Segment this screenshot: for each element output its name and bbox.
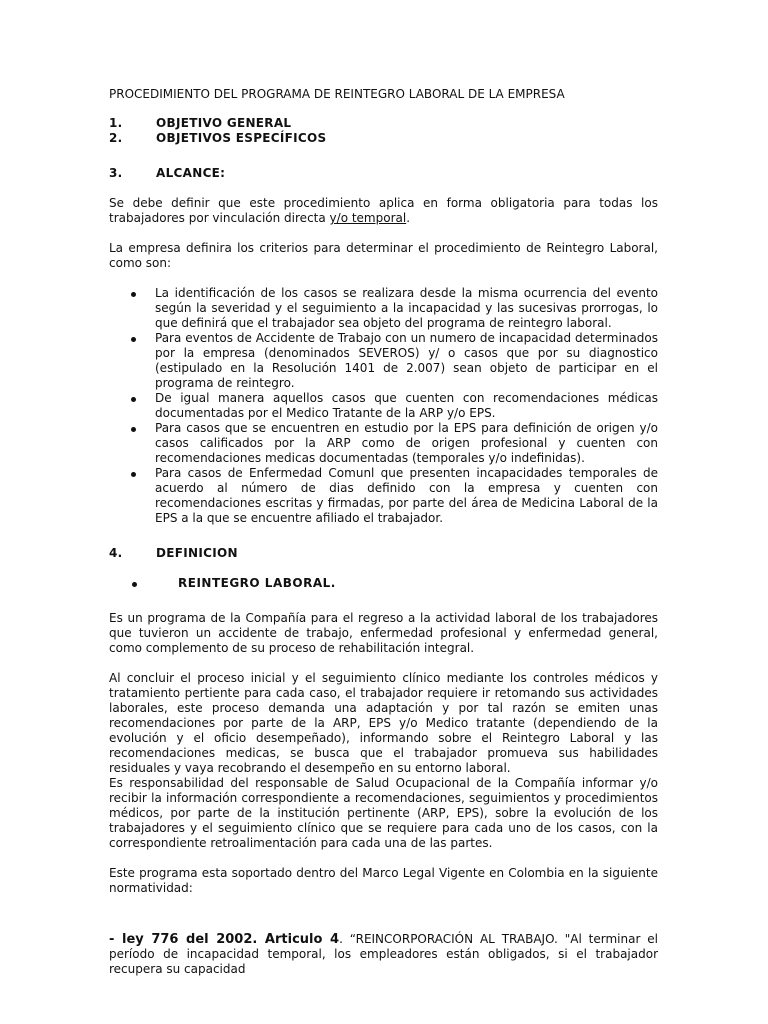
definicion-heading [109, 546, 658, 561]
heading-number: 3. [109, 166, 123, 180]
heading-label: OBJETIVO GENERAL [156, 116, 292, 130]
paragraph-text: . [406, 211, 411, 225]
heading-number: 1. [109, 116, 123, 130]
list-item: Para casos que se encuentren en estudio por la EPS para definición de origen y/o casos calificados por la ARP como de origen profesional y cuenten con recomendaciones medicas documentadas (temporales y/o indefinidas). [109, 421, 658, 466]
ley-reference: - ley 776 del 2002. Articulo 4 [109, 932, 340, 947]
objective-general-heading [109, 116, 658, 131]
heading-label: OBJETIVOS ESPECÍFICOS [156, 131, 327, 145]
criteria-list [109, 286, 658, 526]
objective-specific-heading [109, 131, 658, 146]
heading-number: 4. [109, 546, 123, 560]
alcance-paragraph-1 [109, 196, 658, 226]
definicion-paragraph-2: Al concluir el proceso inicial y el seguimiento clínico mediante los controles médicos y tratamiento pertiente para cada caso, el trabajador requiere ir retomando sus actividades laborales, este proceso demanda una adaptación y por tal razón se emiten unas recomendaciones por parte de la ARP, EPS y/o Medico tratante (dependiendo de la evolución y el oficio desempeñado), informando sobre el Reintegro Laboral y las recomendaciones medicas, se busca que el trabajador promueva sus habilidades residuales y vaya recobrando el desempeño en su entorno laboral. [109, 671, 658, 775]
definicion-paragraph-3: Es responsabilidad del responsable de Salud Ocupacional de la Compañía informar y/o recibir la información correspondiente a recomendaciones, seguimientos y procedimientos médicos, por parte de la institución pertinente (ARP, EPS), sobre la evolución de los trabajadores y el seguimiento clínico que se requiere para cada uno de los casos, con la correspondiente retroalimentación para cada una de las partes. [109, 776, 658, 850]
list-item: Para eventos de Accidente de Trabajo con un numero de incapacidad determinados por la empresa (denominados SEVEROS) y/ o casos que por su diagnostico (estipulado en la Resolución 1401 de 2.007) sean objeto de participar en el programa de reintegro. [109, 331, 658, 391]
ley-text: . “REINCORPORACIÓN AL TRABAJO. "Al terminar el período de incapacidad temporal, los empleadores están obligados, si el trabajador recupera su capacidad [109, 932, 659, 976]
bullet-icon [131, 292, 136, 297]
ley-paragraph [109, 932, 658, 977]
heading-label: DEFINICION [156, 546, 238, 560]
list-item: La identificación de los casos se realizara desde la misma ocurrencia del evento según la severidad y el seguimiento a la incapacidad y las sucesivas prorrogas, lo que definirá que el trabajador sea objeto del programa de reintegro laboral. [109, 286, 658, 331]
bullet-icon [131, 427, 136, 432]
document-body [109, 87, 658, 977]
underlined-text: y/o temporal [329, 211, 407, 225]
document-title: PROCEDIMIENTO DEL PROGRAMA DE REINTEGRO LABORAL DE LA EMPRESA [109, 87, 565, 101]
heading-number: 2. [109, 131, 123, 145]
list-item: Para casos de Enfermedad Comunl que presenten incapacidades temporales de acuerdo al número de dias definido con la empresa y cuenten con recomendaciones escritas y firmadas, por parte del área de Medicina Laboral de la EPS a la que se encuentre afiliado el trabajador. [109, 466, 658, 526]
bullet-icon [132, 582, 137, 587]
heading-label: ALCANCE: [156, 166, 226, 180]
alcance-paragraph-2: La empresa definira los criterios para determinar el procedimiento de Reintegro Laboral, como son: [109, 241, 658, 270]
alcance-heading [109, 166, 658, 181]
paragraph-text: Se debe definir que este procedimiento aplica en forma obligatoria para todas los trabajadores por vinculación directa [109, 196, 658, 225]
bullet-icon [131, 397, 136, 402]
list-item: De igual manera aquellos casos que cuenten con recomendaciones médicas documentadas por el Medico Tratante de la ARP y/o EPS. [109, 391, 658, 421]
definicion-paragraph-4: Este programa esta soportado dentro del Marco Legal Vigente en Colombia en la siguiente normatividad: [109, 866, 658, 895]
bullet-icon [131, 472, 136, 477]
definicion-paragraph-1: Es un programa de la Compañía para el regreso a la actividad laboral de los trabajadores que tuvieron un accidente de trabajo, enfermedad profesional y enfermedad general, como complemento de su proceso de rehabilitación integral. [109, 611, 658, 655]
bullet-icon [131, 337, 136, 342]
reintegro-laboral-subheading: REINTEGRO LABORAL. [109, 576, 658, 591]
